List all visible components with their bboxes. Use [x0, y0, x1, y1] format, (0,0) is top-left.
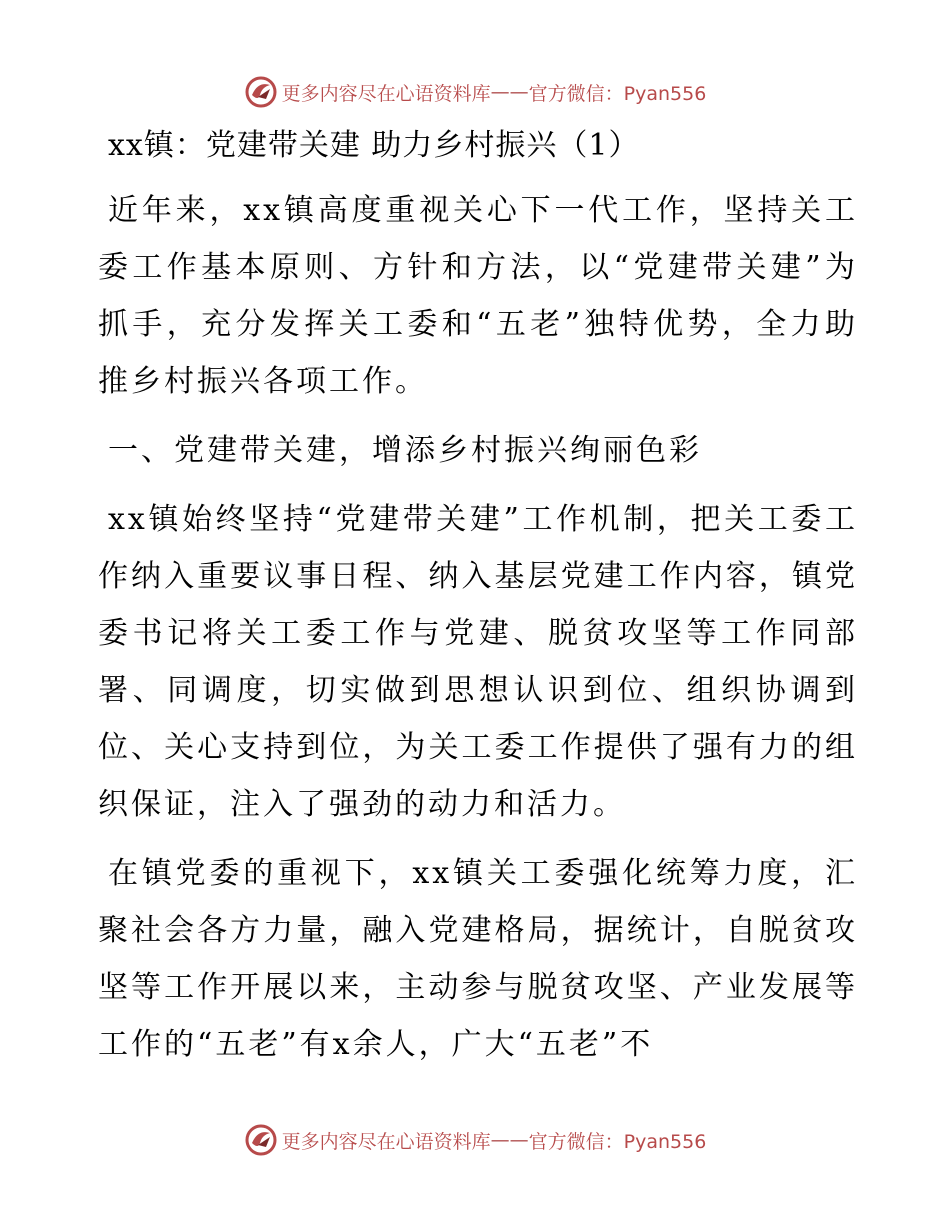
- watermark-separator: ——: [490, 81, 529, 103]
- section-heading-1: 一、党建带关建，增添乡村振兴绚丽色彩: [108, 433, 702, 468]
- watermark-contact: 官方微信：Pyan556: [528, 1130, 707, 1153]
- watermark-text: 更多内容尽在心语资料库: [281, 1130, 491, 1153]
- paragraph-intro: 近年来，xx镇高度重视关心下一代工作，坚持关工委工作基本原则、方针和方法，以“党建带关建”为抓手，充分发挥关工委和“五老”独特优势，全力助推乡村振兴各项工作。: [98, 193, 858, 399]
- paragraph-mechanism: xx镇始终坚持“党建带关建”工作机制，把关工委工作纳入重要议事日程、纳入基层党建工作内容，镇党委书记将关工委工作与党建、脱贫攻坚等工作同部署、同调度，切实做到思想认识到位、组织协调到位、关心支持到位，为关工委工作提供了强有力的组织保证，注入了强劲的动力和活力。: [98, 502, 858, 822]
- watermark-header: [0, 72, 950, 112]
- document-title: xx镇：党建带关建 助力乡村振兴（1）: [108, 128, 640, 163]
- watermark-footer: [0, 1120, 950, 1160]
- paragraph-statistics: 在镇党委的重视下，xx镇关工委强化统筹力度，汇聚社会各方力量，融入党建格局，据统计，自脱贫攻坚等工作开展以来，主动参与脱贫攻坚、产业发展等工作的“五老”有x余人，广大“五老”不: [98, 856, 858, 1062]
- watermark-contact: 官方微信：Pyan556: [528, 82, 707, 105]
- swirl-logo-icon: [244, 1123, 278, 1157]
- watermark-text: 更多内容尽在心语资料库: [281, 82, 491, 105]
- document-body: [98, 120, 858, 1085]
- watermark-separator: ——: [490, 1129, 529, 1151]
- swirl-logo-icon: [244, 75, 278, 109]
